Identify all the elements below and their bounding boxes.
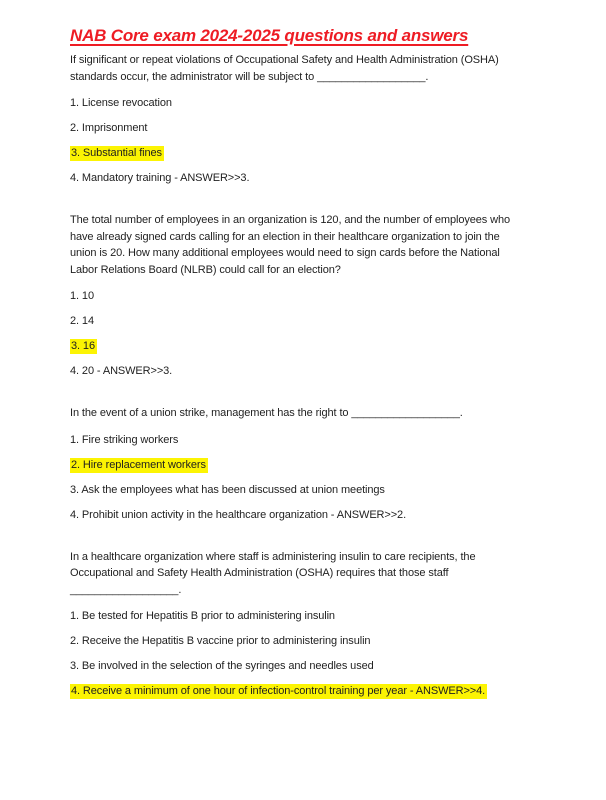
question-text-line: Labor Relations Board (NLRB) could call for an election?	[70, 263, 341, 276]
question-text	[70, 52, 546, 85]
answer-option	[70, 432, 546, 449]
option-text: 4. Mandatory training - ANSWER>>3.	[70, 172, 250, 184]
answer-option	[70, 288, 546, 305]
question-text-line: Occupational and Safety Health Administration (OSHA) requires that those staff	[70, 567, 449, 579]
question-text	[70, 549, 546, 599]
question-text-line: If significant or repeat violations of Occupational Safety and Health Administration (OSHA)	[70, 54, 499, 66]
question-text-line: standards occur, the administrator will be subject to __________________.	[70, 70, 429, 83]
highlighted-answer: 4. Receive a minimum of one hour of infection-control training per year - ANSWER>>4.	[71, 685, 486, 697]
highlighted-answer: 3. Substantial fines	[71, 147, 162, 159]
question-text	[70, 212, 546, 278]
question-block-1	[70, 52, 546, 187]
option-text: 2. Imprisonment	[70, 122, 148, 134]
question-text-line: have already signed cards calling for an election in their healthcare organization to join the	[70, 230, 500, 243]
option-text: 1. Be tested for Hepatitis B prior to administering insulin	[70, 610, 335, 622]
page-title: NAB Core exam 2024-2025 questions and answers	[70, 26, 469, 45]
option-text: 3. Be involved in the selection of the syringes and needles used	[70, 660, 374, 672]
option-text: 1. Fire striking workers	[70, 433, 179, 446]
question-text-line: union is 20. How many additional employees would need to sign cards before the National	[70, 247, 500, 259]
question-text-line: __________________.	[70, 583, 182, 596]
option-text: 2. 14	[70, 315, 94, 327]
option-text: 1. License revocation	[70, 97, 172, 109]
question-block-4	[70, 549, 546, 701]
answer-option	[70, 170, 546, 187]
question-text-line: The total number of employees in an organization is 120, and the number of employees who	[70, 214, 511, 226]
answer-option	[70, 633, 546, 650]
answer-option	[70, 338, 546, 355]
answer-option	[70, 507, 546, 524]
question-text-line: In the event of a union strike, management has the right to __________________.	[70, 407, 463, 419]
option-text: 3. Ask the employees what has been discussed at union meetings	[70, 483, 385, 496]
option-text: 4. 20 - ANSWER>>3.	[70, 365, 173, 377]
question-text-line: In a healthcare organization where staff is administering insulin to care recipients, the	[70, 550, 476, 563]
answer-option	[70, 120, 546, 137]
option-text: 2. Receive the Hepatitis B vaccine prior to administering insulin	[70, 635, 371, 647]
highlighted-answer: 3. 16	[71, 340, 95, 352]
question-block-3	[70, 405, 546, 524]
option-text: 1. 10	[70, 290, 94, 302]
question-text	[70, 405, 546, 422]
answer-option	[70, 683, 546, 700]
answer-option	[70, 145, 546, 162]
highlighted-answer: 2. Hire replacement workers	[71, 458, 206, 471]
answer-option	[70, 363, 546, 380]
answer-option	[70, 482, 546, 499]
option-text: 4. Prohibit union activity in the healthcare organization - ANSWER>>2.	[70, 508, 407, 521]
answer-option	[70, 95, 546, 112]
question-block-2	[70, 212, 546, 380]
answer-option	[70, 658, 546, 675]
answer-option	[70, 313, 546, 330]
answer-option	[70, 457, 546, 474]
answer-option	[70, 608, 546, 625]
